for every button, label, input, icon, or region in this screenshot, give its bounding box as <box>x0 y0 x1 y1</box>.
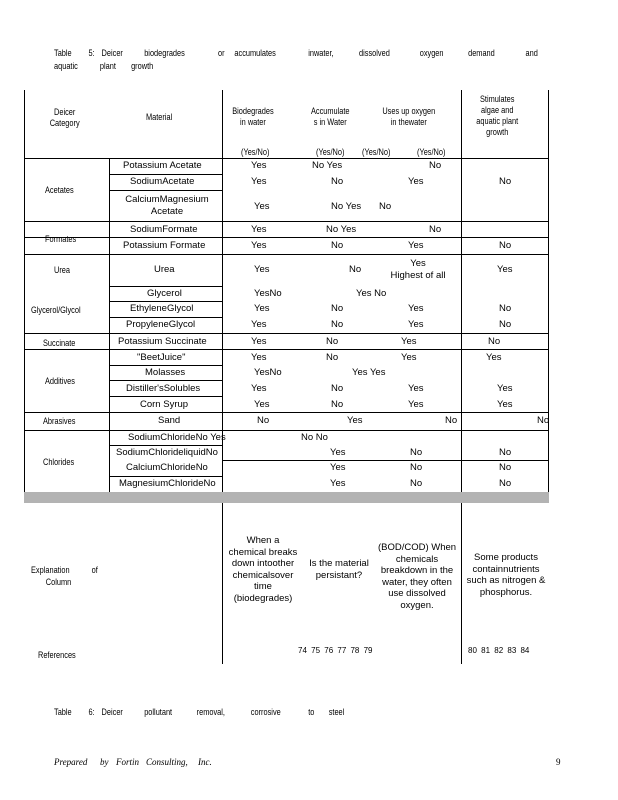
caption-word: growth <box>131 61 154 71</box>
accumulate-cell: No <box>326 352 339 363</box>
biodegrades-cell: Yes <box>251 176 267 187</box>
header-biodegrades: Biodegrades in water <box>232 106 274 127</box>
caption-word: to <box>308 707 315 717</box>
stimulates-cell: Yes <box>486 352 502 363</box>
stimulates-cell: No <box>499 319 512 330</box>
accumulate-cell: No Yes <box>312 160 343 171</box>
oxygen-cell: No <box>429 160 442 171</box>
biodegrades-cell: No <box>257 415 270 426</box>
biodegrades-cell: Yes <box>254 399 270 410</box>
oxygen-cell: Yes <box>408 319 424 330</box>
explanation-stimulates: Some products containnutrients such as nitrogen & phosphorus. <box>466 552 546 598</box>
header-accumulate: Accumulate s in Water <box>310 106 350 127</box>
biodegrades-cell: Yes <box>251 160 267 171</box>
accumulate-cell: No <box>331 399 344 410</box>
stimulates-cell: No <box>499 478 512 489</box>
biodegrades-cell: Yes <box>251 336 267 347</box>
accumulate-cell: Yes <box>330 478 346 489</box>
header-category: Deicer Category <box>49 107 80 128</box>
material-cell: CalciumMagnesium Acetate <box>125 194 209 217</box>
caption-word: Table <box>54 707 72 717</box>
category-glycerol: Glycerol/Glycol <box>31 305 81 315</box>
caption-word: Table <box>54 48 72 58</box>
category-urea: Urea <box>54 265 71 275</box>
material-cell: Sand <box>158 415 181 426</box>
material-cell: Corn Syrup <box>140 399 189 410</box>
biodegrades-cell: Yes <box>251 319 267 330</box>
accumulate-cell: Yes Yes <box>352 367 386 378</box>
oxygen-cell: Yes <box>401 336 417 347</box>
references-label: References <box>38 650 76 660</box>
material-cell: MagnesiumChlorideNo <box>119 478 216 489</box>
caption-word: Deicer <box>101 48 123 58</box>
accumulate-cell: No No <box>301 432 328 443</box>
header-material: Material <box>146 112 173 122</box>
material-cell: CalciumChlorideNo <box>126 462 208 473</box>
caption-word: and <box>525 48 538 58</box>
stimulates-cell: No <box>537 415 550 426</box>
material-cell: SodiumChlorideNo Yes <box>128 432 226 443</box>
oxygen-cell: No <box>429 224 442 235</box>
accumulate-cell: No <box>331 319 344 330</box>
oxygen-cell: No <box>410 447 423 458</box>
caption-word: inwater, <box>308 48 334 58</box>
biodegrades-cell: YesNo <box>254 367 282 378</box>
oxygen-cell: No <box>410 462 423 473</box>
biodegrades-cell: Yes <box>251 352 267 363</box>
caption-word: biodegrades <box>144 48 185 58</box>
material-cell: Potassium Acetate <box>123 160 202 171</box>
accumulate-cell: No <box>331 383 344 394</box>
oxygen-cell: Yes Highest of all <box>390 258 446 281</box>
oxygen-cell: Yes <box>408 303 424 314</box>
biodegrades-cell: Yes <box>254 303 270 314</box>
material-cell: Urea <box>154 264 175 275</box>
stimulates-cell: No <box>499 240 512 251</box>
references-mid: 74 75 76 77 78 79 <box>298 646 373 655</box>
material-cell: PropyleneGlycol <box>126 319 196 330</box>
stimulates-cell: Yes <box>497 383 513 394</box>
accumulate-cell: Yes <box>330 447 346 458</box>
accumulate-cell: Yes <box>347 415 363 426</box>
stimulates-cell: No <box>499 447 512 458</box>
explanation-accumulate: Is the material persistant? <box>309 558 369 581</box>
oxygen-cell: Yes <box>408 176 424 187</box>
page-number: 9 <box>556 757 561 767</box>
material-cell: SodiumFormate <box>130 224 198 235</box>
accumulate-cell: No <box>331 303 344 314</box>
header-stimulates: Stimulates algae and aquatic plant growth <box>476 94 519 137</box>
material-cell: SodiumChlorideliquidNo <box>116 447 218 458</box>
caption-word: dissolved <box>359 48 390 58</box>
header-yesno: (Yes/No) <box>316 147 345 157</box>
accumulate-cell: No <box>349 264 362 275</box>
caption-word: oxygen <box>419 48 444 58</box>
biodegrades-cell: Yes <box>251 240 267 251</box>
caption-word: corrosive <box>250 707 281 717</box>
biodegrades-cell: Yes <box>251 224 267 235</box>
oxygen-cell: Yes <box>408 383 424 394</box>
material-cell: EthyleneGlycol <box>130 303 194 314</box>
material-cell: Potassium Succinate <box>118 336 207 347</box>
accumulate-cell: Yes No <box>356 288 387 299</box>
caption-word: accumulates <box>234 48 276 58</box>
header-uses-oxygen: Uses up oxygen in thewater <box>382 106 436 127</box>
caption-word: plant <box>99 61 116 71</box>
caption-word: removal, <box>196 707 225 717</box>
category-acetates: Acetates <box>45 185 74 195</box>
explanation-biodegrades: When a chemical breaks down intoother chemicalsover time (biodegrades) <box>228 535 298 604</box>
category-abrasives: Abrasives <box>43 416 76 426</box>
oxygen-cell: Yes <box>408 399 424 410</box>
category-formates: Formates <box>45 234 77 244</box>
accumulate-cell: No Yes <box>326 224 357 235</box>
references-right: 80 81 82 83 84 <box>468 646 530 655</box>
accumulate-cell: Yes <box>330 462 346 473</box>
stimulates-cell: No <box>499 462 512 473</box>
stimulates-cell: No <box>499 303 512 314</box>
stimulates-cell: No <box>499 176 512 187</box>
oxygen-cell: No <box>379 201 392 212</box>
category-additives: Additives <box>45 376 75 386</box>
biodegrades-cell: YesNo <box>254 288 282 299</box>
material-cell: Glycerol <box>147 288 182 299</box>
oxygen-cell: No <box>410 478 423 489</box>
material-cell: Potassium Formate <box>123 240 206 251</box>
caption-word: 5: <box>88 48 95 58</box>
header-yesno: (Yes/No) <box>417 147 446 157</box>
caption-word: aquatic <box>54 61 78 71</box>
accumulate-cell: No Yes <box>331 201 362 212</box>
explanation-label: Explanation of Column <box>31 565 98 587</box>
material-cell: Distiller'sSolubles <box>126 383 201 394</box>
caption-word: 6: <box>88 707 95 717</box>
accumulate-cell: No <box>331 176 344 187</box>
accumulate-cell: No <box>326 336 339 347</box>
explanation-oxygen: (BOD/COD) When chemicals breakdown in the water, they often use dissolved oxygen. <box>377 542 457 611</box>
caption-word: steel <box>328 707 345 717</box>
biodegrades-cell: Yes <box>254 264 270 275</box>
stimulates-cell: No <box>488 336 501 347</box>
oxygen-cell: Yes <box>401 352 417 363</box>
biodegrades-cell: Yes <box>254 201 270 212</box>
stimulates-cell: Yes <box>497 399 513 410</box>
caption-word: Deicer <box>101 707 123 717</box>
caption-word: or <box>218 48 225 58</box>
oxygen-cell: No <box>445 415 458 426</box>
oxygen-cell: Yes <box>408 240 424 251</box>
category-succinate: Succinate <box>43 338 76 348</box>
caption-word: pollutant <box>144 707 173 717</box>
material-cell: SodiumAcetate <box>130 176 195 187</box>
accumulate-cell: No <box>331 240 344 251</box>
material-cell: Molasses <box>145 367 186 378</box>
material-cell: "BeetJuice" <box>137 352 186 363</box>
stimulates-cell: Yes <box>497 264 513 275</box>
caption-word: demand <box>468 48 495 58</box>
category-chlorides: Chlorides <box>43 457 75 467</box>
header-yesno: (Yes/No) <box>362 147 391 157</box>
header-yesno: (Yes/No) <box>241 147 270 157</box>
biodegrades-cell: Yes <box>251 383 267 394</box>
